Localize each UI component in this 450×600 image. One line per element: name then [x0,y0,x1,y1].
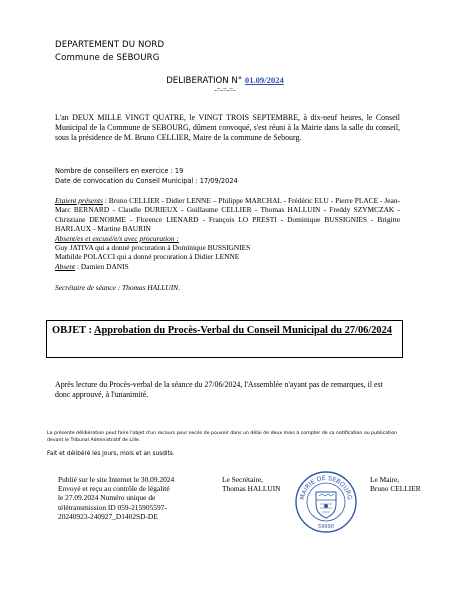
deliberation-label: DELIBERATION N° [166,76,243,86]
absent-label: Absent [55,262,76,271]
present-names: : Bruno CELLIER - Didier LENNE – Philippe MARCHAL - Frédéric ELU - Pierre PLACE - Jean-Marc BERNARD - Claudie DURIEUX - Guillaume CELLIER - Thomas HALLUIN - Freddy SZYMCZAK - Christiane DENORME - Florence LIENARD - François LO PRESTI - Dominique BUSSIGNIES - Brigitte HARLAUX - Martine BAURIN [55,196,400,234]
mayor-role: Le Maire, [370,475,400,484]
present-list [55,196,400,234]
councillors-count: Nombre de conseillers en exercice : 19 [55,167,184,175]
decision-paragraph: Après lecture du Procès-verbal de la séance du 27/06/2024, l'Assemblée n'ayant pas de remarques, il est donc approuvé, à l'unanimité. [55,380,383,399]
secretary-role: Le Secrétaire, [222,475,264,484]
objet-text [52,325,392,338]
deliberation-number: 01.09/2024 [244,75,284,85]
deliberation-title [0,75,450,86]
publication-block [58,475,174,521]
session-secretary: Secrétaire de séance : Thomas HALLUIN. [55,283,180,292]
recours-notice: La présente délibération peut faire l'objet d'un recours pour excès de pouvoir dans un délai de deux mois à compter de sa notification ou publication devant le Tribunal Administratif de Lille. [47,431,398,443]
absent-name: : Damien DANIS [75,262,129,271]
excused-label: Absent/es et excusé/e/s avec procuration : [55,234,179,243]
stamp-seal-icon [294,470,358,534]
publication-line-3: le 27.09.2024 Numéro unique de [58,493,156,503]
stamp-bottom-text: 59990 [318,524,334,530]
mayor-signature [370,475,421,493]
secretary-name: Thomas HALLUIN [222,484,281,494]
intro-paragraph: L'an DEUX MILLE VINGT QUATRE, le VINGT TROIS SEPTEMBRE, à dix-neuf heures, le Conseil Municipal de la Commune de SEBOURG, dûment convoqué, s'est réuni à la Mairie dans la salle du conseil, sous la présidence de M. Bruno CELLIER, Maire de la commune de Sebourg. [55,113,400,142]
proxy-line-2: Mathilde POLACCI qui a donné procuration à Didier LENNE [55,252,240,261]
publication-line-2: Envoyé et reçu au contrôle de légalité [58,484,170,494]
department-header: DEPARTEMENT DU NORD [55,40,165,50]
publication-line-5: 20240923-240927_D1402SD-DE [58,511,158,521]
present-label: Etaient présents [55,196,103,205]
fait-deliberated: Fait et délibéré les jours, mois et an susdits. [47,451,175,457]
mairie-stamp [294,470,358,534]
stamp-top-text: MAIRIE DE SEBOURG [299,474,353,501]
commune-header: Commune de SEBOURG [55,53,160,63]
objet-subject: Approbation du Procès-Verbal du Conseil Municipal du 27/06/2024 [93,325,392,336]
absent-line [55,262,129,271]
objet-label: OBJET : [52,325,92,336]
secretary-signature [222,475,281,493]
convocation-date: Date de convocation du Conseil Municipal : 17/09/2024 [55,177,238,185]
proxy-line-1: Guy JATIVA qui a donné procuration à Dominique BUSSIGNIES [55,243,251,252]
publication-line-4: télétransmission ID 059-215905597- [58,502,167,512]
title-separator: -=-=-=- [214,86,236,94]
publication-line-1: Publié sur le site Internet le 30.09.2024 [58,475,175,484]
objet-box [46,320,403,358]
mayor-name: Bruno CELLIER [370,484,421,494]
